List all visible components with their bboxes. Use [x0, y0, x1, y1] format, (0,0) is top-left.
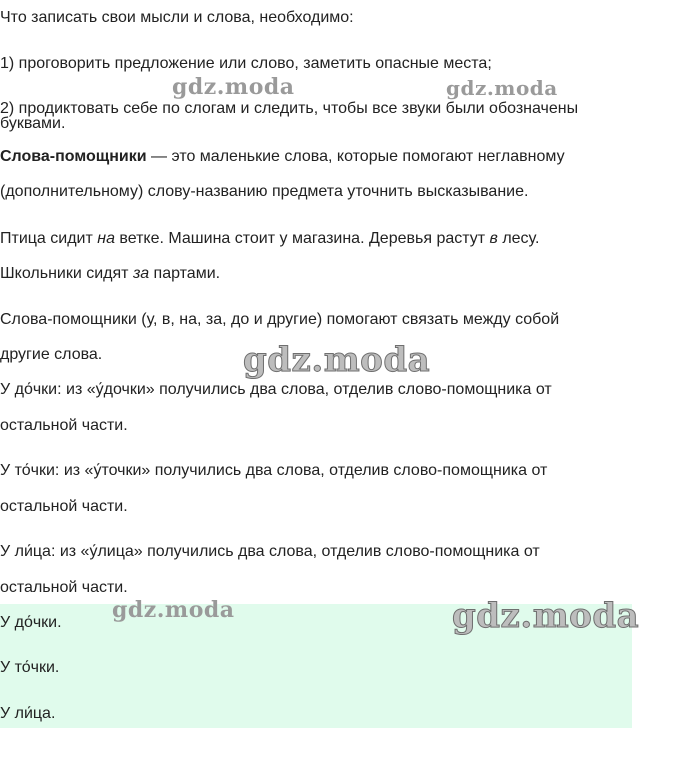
example-tochki-line-2: остальной части.: [0, 498, 128, 515]
step-1: 1) проговорить предложение или слово, заметить опасные места;: [0, 55, 492, 72]
watermark-logo: gdz.moda: [172, 74, 295, 100]
example-tochki-line-1: У то́чки: из «у́точки» получились два слова, отделив слово-помощника от: [0, 462, 548, 479]
definition-line-2: (дополнительному) слову-названию предмета уточнить высказывание.: [0, 183, 529, 200]
example-litsa-line-1: У ли́ца: из «у́лица» получились два слова, отделив слово-помощника от: [0, 543, 540, 560]
definition-term: Слова-помощники: [0, 148, 147, 165]
example-line-1: Птица сидит на ветке. Машина стоит у магазина. Деревья растут в лесу.: [0, 230, 540, 247]
example-line-2: Школьники сидят за партами.: [0, 265, 221, 282]
example-litsa-line-2: остальной части.: [0, 579, 128, 596]
answer-item: У то́чки.: [0, 659, 60, 676]
watermark-logo: gdz.moda: [446, 76, 558, 100]
example-dochki-line-2: остальной части.: [0, 417, 128, 434]
watermark-logo: gdz.moda: [243, 340, 431, 380]
watermark-logo: gdz.moda: [112, 597, 235, 623]
example-dochki-line-1: У до́чки: из «у́дочки» получились два слова, отделив слово-помощника от: [0, 381, 552, 398]
definition-line-1: Слова-помощники — это маленькие слова, которые помогают неглавному: [0, 148, 565, 165]
intro-text: Что записать свои мысли и слова, необходимо:: [0, 9, 354, 26]
watermark-logo: gdz.moda: [452, 596, 640, 636]
helpers-line-2: другие слова.: [0, 346, 103, 363]
answer-item: У до́чки.: [0, 614, 62, 631]
step-2-cut-line: буквами.: [0, 115, 66, 132]
step-2: 2) продиктовать себе по слогам и следить, чтобы все звуки были обозначены: [0, 100, 579, 117]
helpers-line-1: Слова-помощники (у, в, на, за, до и другие) помогают связать между собой: [0, 311, 560, 328]
answer-item: У ли́ца.: [0, 705, 56, 722]
